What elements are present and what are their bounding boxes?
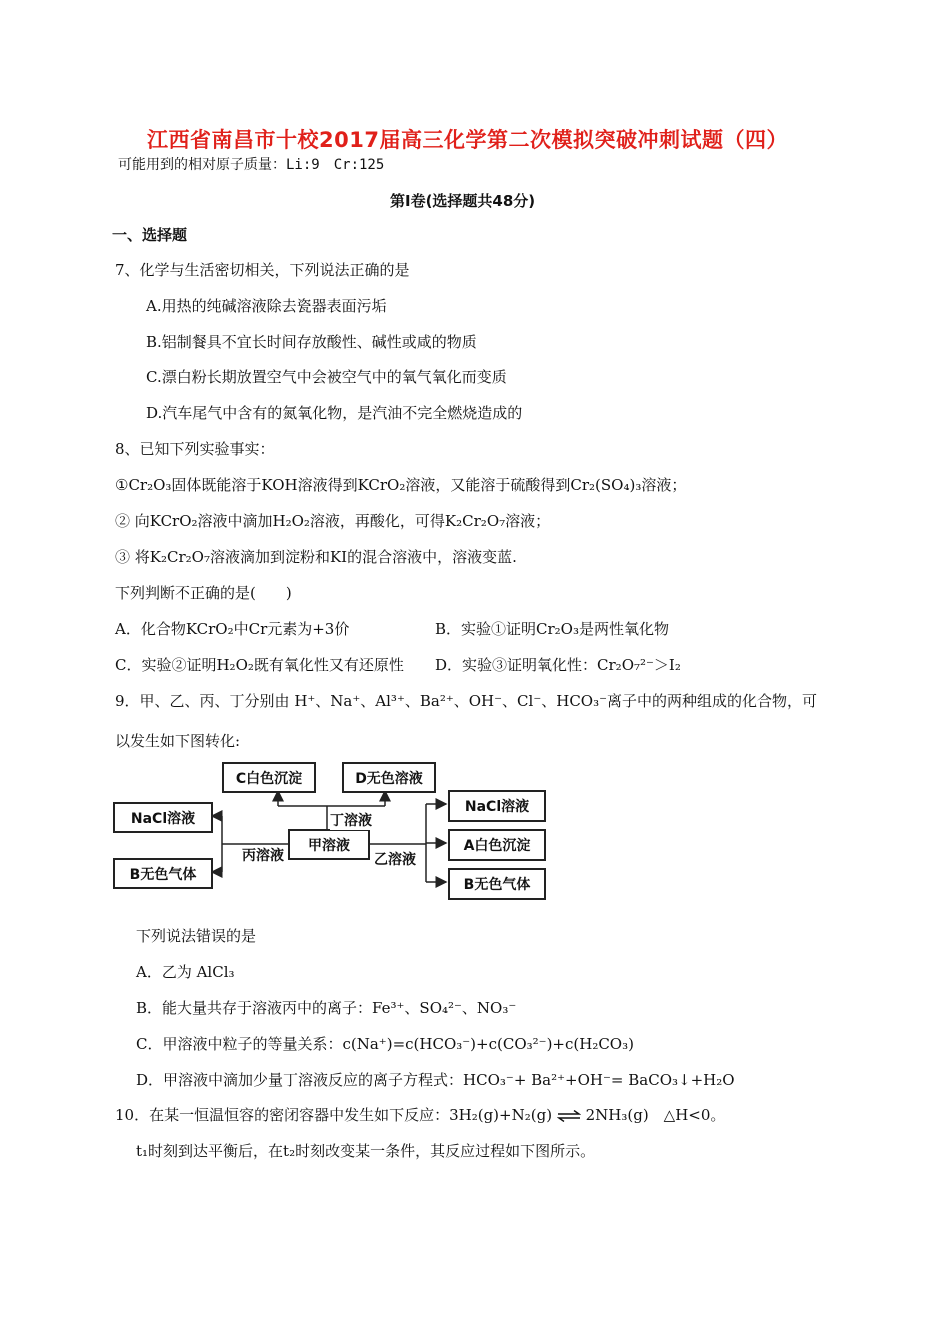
q8-fact-2: ② 向KCrO₂溶液中滴加H₂O₂溶液，再酸化，可得K₂Cr₂O₇溶液；: [115, 512, 551, 530]
section-heading: 第Ⅰ卷(选择题共48分): [390, 192, 536, 210]
equilibrium-arrow-icon: [557, 1110, 581, 1122]
diagram-box-a-white-precipitate: A白色沉淀: [448, 829, 546, 861]
diagram-box-c-white-precipitate: C白色沉淀: [222, 762, 316, 793]
diagram-box-b-gas-left: B无色气体: [113, 858, 213, 889]
q7-option-b: B.铝制餐具不宜长时间存放酸性、碱性或咸的物质: [146, 333, 477, 351]
q8-question: 下列判断不正确的是( ): [115, 584, 292, 602]
q9-option-d: D．甲溶液中滴加少量丁溶液反应的离子方程式：HCO₃⁻+ Ba²⁺+OH⁻= BaCO₃↓+H₂O: [136, 1071, 735, 1089]
q7-option-a: A.用热的纯碱溶液除去瓷器表面污垢: [146, 297, 387, 315]
q10-stem-pre: 10．在某一恒温恒容的密闭容器中发生如下反应：3H₂(g)+N₂(g): [115, 1106, 553, 1124]
q9-stem-line2: 以发生如下图转化:: [115, 732, 241, 750]
q8-option-a: A．化合物KCrO₂中Cr元素为+3价: [115, 620, 350, 638]
q9-option-c: C．甲溶液中粒子的等量关系：c(Na⁺)=c(HCO₃⁻)+c(CO₃²⁻)+c(H₂CO₃): [136, 1035, 634, 1053]
diagram-box-b-gas-right: B无色气体: [448, 868, 546, 900]
q7-option-d: D.汽车尾气中含有的氮氧化物，是汽油不完全燃烧造成的: [146, 404, 523, 422]
page-title: 江西省南昌市十校2017届高三化学第二次模拟突破冲刺试题（四）: [147, 128, 788, 152]
q10-stem: [115, 1104, 725, 1125]
q8-stem: 8、已知下列实验事实：: [115, 440, 275, 458]
q8-fact-3: ③ 将K₂Cr₂O₇溶液滴加到淀粉和KI的混合溶液中，溶液变蓝.: [115, 548, 517, 566]
q7-stem: 7、化学与生活密切相关，下列说法正确的是: [115, 261, 410, 279]
q9-stem-line1: 9．甲、乙、丙、丁分别由 H⁺、Na⁺、Al³⁺、Ba²⁺、OH⁻、Cl⁻、HCO₃⁻离子中的两种组成的化合物，可: [115, 692, 818, 710]
q8-fact-1: ①Cr₂O₃固体既能溶于KOH溶液得到KCrO₂溶液，又能溶于硫酸得到Cr₂(SO₄)₃溶液；: [115, 476, 687, 494]
part-heading: 一、选择题: [112, 226, 188, 244]
q8-option-c: C．实验②证明H₂O₂既有氧化性又有还原性: [115, 656, 404, 674]
diagram-box-jia: 甲溶液: [288, 829, 370, 860]
q9-question: 下列说法错误的是: [136, 927, 257, 945]
diagram-box-d-colorless-solution: D无色溶液: [342, 762, 436, 793]
q9-option-b: B．能大量共存于溶液丙中的离子：Fe³⁺、SO₄²⁻、NO₃⁻: [136, 999, 517, 1017]
q8-option-d: D．实验③证明氧化性：Cr₂O₇²⁻＞I₂: [435, 656, 681, 674]
diagram-label-yi: 乙溶液: [374, 849, 416, 869]
atomic-mass-note: 可能用到的相对原子质量：Li:9 Cr:125: [118, 157, 385, 173]
q10-stem-post: 2NH₃(g) △H<0。: [585, 1106, 726, 1124]
q8-option-b: B．实验①证明Cr₂O₃是两性氧化物: [435, 620, 669, 638]
diagram-label-bing: 丙溶液: [242, 845, 284, 865]
diagram-box-nacl-left: NaCl溶液: [113, 802, 213, 833]
diagram-label-ding: 丁溶液: [330, 810, 372, 830]
q7-option-c: C.漂白粉长期放置空气中会被空气中的氧气氧化而变质: [146, 368, 507, 386]
q10-line2: t₁时刻到达平衡后，在t₂时刻改变某一条件，其反应过程如下图所示。: [136, 1142, 596, 1160]
diagram-box-nacl-right: NaCl溶液: [448, 790, 546, 822]
q9-option-a: A．乙为 AlCl₃: [136, 963, 235, 981]
